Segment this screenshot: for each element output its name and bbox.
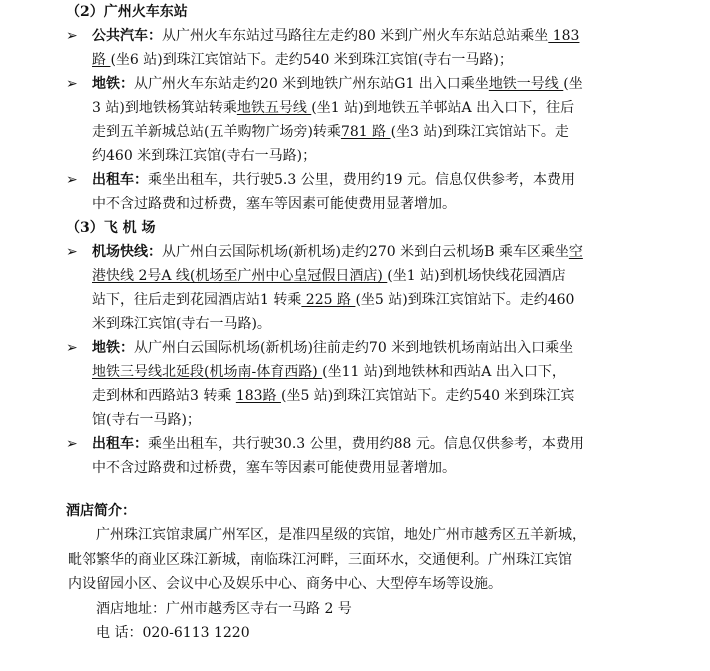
express-line-1: 机场快线：从广州白云国际机场(新机场)走约270 米到白云机场B 乘车区乘坐空	[92, 244, 583, 260]
bullet-icon: ➢	[66, 340, 78, 356]
hotel-phone: 电 话：020-6113 1220	[96, 625, 250, 641]
metro-route-line-1: 地铁：从广州火车东站走约20 米到地铁广州东站G1 出入口乘坐地铁一号线 (坐	[92, 76, 583, 92]
bullet-icon: ➢	[66, 28, 78, 44]
bus-number-link: 183	[548, 28, 580, 44]
metro-label: 地铁：	[92, 76, 134, 92]
metro-route-line-4: 约460 米到珠江宾馆(寺右一马路)；	[92, 148, 317, 164]
airport-metro-label: 地铁：	[92, 340, 134, 356]
airport-metro-line-4: 馆(寺右一马路)；	[92, 412, 201, 428]
bullet-icon: ➢	[66, 172, 78, 188]
express-line-4: 米到珠江宾馆(寺右一马路)。	[92, 316, 271, 332]
hotel-intro-para-line-1: 广州珠江宾馆隶属广州军区，是准四星级的宾馆，地处广州市越秀区五羊新城，	[96, 527, 586, 543]
airport-taxi-line-2: 中不含过路费和过桥费，塞车等因素可能使费用显著增加。	[92, 460, 456, 476]
express-line-2: 港快线 2号A 线(机场至广州中心皇冠假日酒店) (坐1 站)到机场快线花园酒店	[92, 268, 566, 284]
airport-metro-line-2: 地铁三号线北延段(机场南-体育西路) (坐11 站)到地铁林和西站A 出入口下，	[92, 364, 566, 380]
metro-route-line-2: 3 站)到地铁杨箕站转乘地铁五号线 (坐1 站)到地铁五羊邨站A 出入口下，往后	[92, 100, 575, 116]
metro-route-line-3: 走到五羊新城总站(五羊购物广场旁)转乘781 路 (坐3 站)到珠江宾馆站下。走	[92, 124, 569, 140]
section-heading-east-station: （2）广州火车东站	[66, 4, 188, 20]
hotel-intro-para-line-2: 毗邻繁华的商业区珠江新城，南临珠江河畔，三面环水，交通便利。广州珠江宾馆	[68, 552, 572, 568]
airport-taxi-line-1: 出租车：乘坐出租车，共行驶30.3 公里，费用约88 元。信息仅供参考，本费用	[92, 436, 584, 452]
bullet-icon: ➢	[66, 244, 78, 260]
express-line-3: 站下，往后走到花园酒店站1 转乘 225 路 (坐5 站)到珠江宾馆站下。走约460	[92, 292, 575, 308]
hotel-intro-heading: 酒店简介：	[66, 503, 136, 519]
bus-route-line-1: 公共汽车：从广州火车东站过马路往左走约80 米到广州火车东站总站乘坐 183	[92, 28, 580, 44]
hotel-address: 酒店地址：广州市越秀区寺右一马路 2 号	[96, 601, 352, 617]
bus-route-line-2: 路 (坐6 站)到珠江宾馆站下。走约540 米到珠江宾馆(寺右一马路)；	[92, 52, 513, 68]
bus-label: 公共汽车：	[92, 28, 162, 44]
taxi-label: 出租车：	[92, 172, 148, 188]
airport-metro-line-3: 走到林和西路站3 转乘 183路 (坐5 站)到珠江宾馆站下。走约540 米到珠江宾	[92, 388, 575, 404]
hotel-intro-para-line-3: 内设留园小区、会议中心及娱乐中心、商务中心、大型停车场等设施。	[68, 576, 502, 592]
bullet-icon: ➢	[66, 436, 78, 452]
taxi-line-1: 出租车：乘坐出租车，共行驶5.3 公里，费用约19 元。信息仅供参考，本费用	[92, 172, 575, 188]
taxi-line-2: 中不含过路费和过桥费，塞车等因素可能使费用显著增加。	[92, 196, 456, 212]
airport-taxi-label: 出租车：	[92, 436, 148, 452]
express-label: 机场快线：	[92, 244, 162, 260]
section-heading-airport: （3）飞 机 场	[66, 220, 156, 236]
bullet-icon: ➢	[66, 76, 78, 92]
airport-metro-line-1: 地铁：从广州白云国际机场(新机场)往前走约70 米到地铁机场南站出入口乘坐	[92, 340, 574, 356]
